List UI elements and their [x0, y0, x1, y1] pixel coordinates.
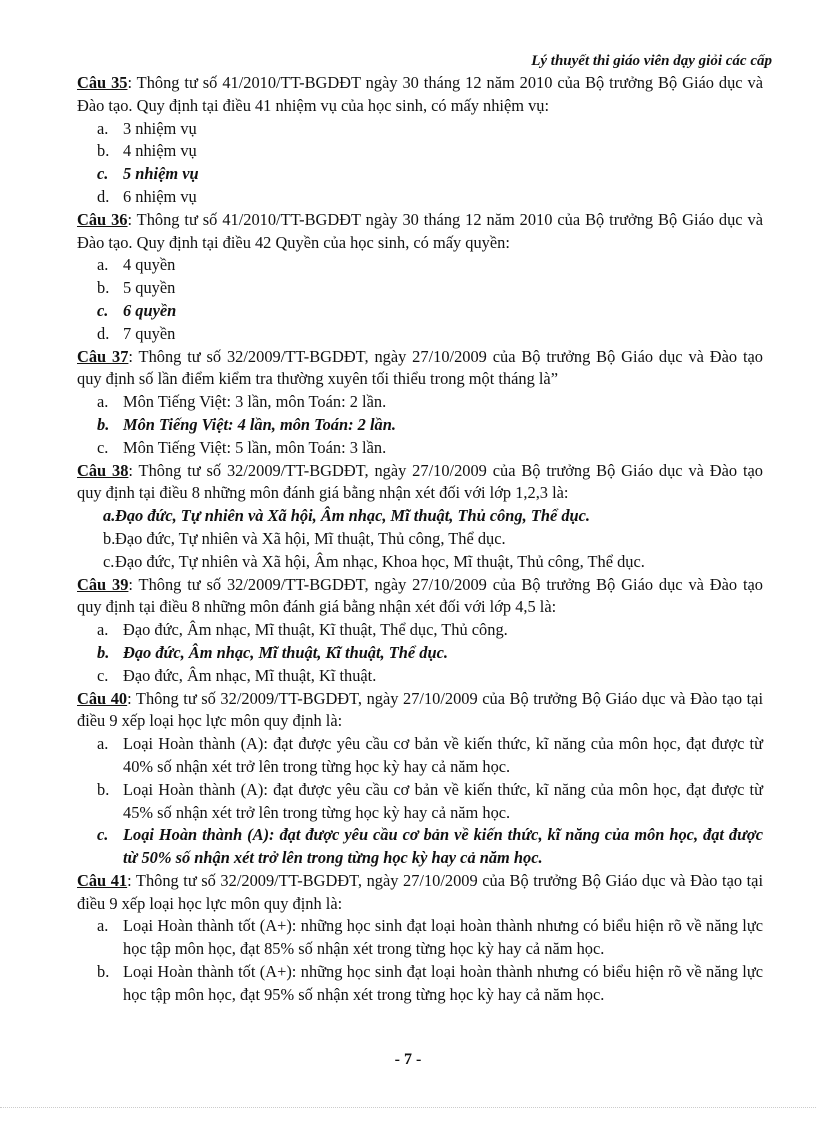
- question-block: [77, 870, 763, 1007]
- option-text: 7 quyền: [123, 323, 176, 343]
- page-bottom-divider: [0, 1107, 816, 1108]
- question-label: Câu 36: [77, 209, 128, 229]
- question-text: Câu 37: Thông tư số 32/2009/TT-BGDĐT, ngày 27/10/2009 của Bộ trưởng Bộ Giáo dục và Đào tạo quy định số lần điểm kiểm tra thường xuyên tối thiểu trong một tháng là”: [77, 346, 763, 389]
- answer-option: [77, 140, 763, 163]
- option-letter: d.: [97, 186, 110, 206]
- question-label: Câu 37: [77, 346, 129, 366]
- question-block: [77, 574, 763, 688]
- option-text: Đạo đức, Tự nhiên và Xã hội, Mĩ thuật, Thủ công, Thể dục.: [115, 528, 506, 548]
- option-letter: b.: [97, 278, 110, 298]
- option-text: Loại Hoàn thành (A): đạt được yêu cầu cơ bản về kiến thức, kĩ năng của môn học, đạt được từ 50% số nhận xét trở lên trong từng học kỳ hay cả năm học.: [123, 825, 763, 868]
- option-text: Loại Hoàn thành tốt (A+): những học sinh đạt loại hoàn thành nhưng có biểu hiện rõ về năng lực học tập môn học, đạt 85% số nhận xét trong từng học kỳ hay cả năm học.: [123, 916, 763, 959]
- option-text: Đạo đức, Âm nhạc, Mĩ thuật, Kĩ thuật, Thể dục, Thủ công.: [123, 620, 508, 640]
- question-text: Câu 36: Thông tư số 41/2010/TT-BGDĐT ngày 30 tháng 12 năm 2010 của Bộ trưởng Bộ Giáo dục và Đào tạo. Quy định tại điều 42 Quyền của học sinh, có mấy quyền:: [77, 209, 763, 252]
- page-content: [77, 72, 763, 1007]
- answer-options: [77, 915, 763, 1006]
- answer-option: [77, 733, 763, 779]
- question-text: Câu 41: Thông tư số 32/2009/TT-BGDĐT, ngày 27/10/2009 của Bộ trưởng Bộ Giáo dục và Đào tạo tại điều 9 xếp loại học lực môn quy định là:: [77, 870, 763, 913]
- option-letter: b.: [97, 141, 110, 161]
- option-letter: c.: [103, 551, 115, 571]
- option-letter: a.: [97, 734, 109, 754]
- option-text: 4 nhiệm vụ: [123, 141, 197, 161]
- question-block: [77, 209, 763, 346]
- answer-option: [77, 323, 763, 346]
- option-text: Loại Hoàn thành (A): đạt được yêu cầu cơ bản về kiến thức, kĩ năng của môn học, đạt được từ 40% số nhận xét trở lên trong từng học kỳ hay cả năm học.: [123, 734, 763, 776]
- option-text: Đạo đức, Âm nhạc, Mĩ thuật, Kĩ thuật, Thể dục.: [123, 642, 448, 662]
- question-label: Câu 41: [77, 870, 128, 890]
- answer-options: [77, 254, 763, 345]
- option-text: Đạo đức, Tự nhiên và Xã hội, Âm nhạc, Khoa học, Mĩ thuật, Thủ công, Thể dục.: [115, 551, 645, 571]
- option-letter: b.: [97, 414, 110, 434]
- answer-option-correct: [77, 505, 763, 528]
- option-letter: d.: [97, 323, 110, 343]
- answer-option: [77, 437, 763, 460]
- option-letter: b.: [97, 779, 110, 799]
- option-letter: b.: [97, 642, 110, 662]
- answer-option: [77, 961, 763, 1007]
- answer-option: [77, 619, 763, 642]
- option-text: 5 quyền: [123, 278, 176, 298]
- option-text: Môn Tiếng Việt: 4 lần, môn Toán: 2 lần.: [123, 414, 396, 434]
- answer-options: [77, 505, 763, 573]
- answer-option: [77, 528, 763, 551]
- answer-option: [77, 551, 763, 574]
- answer-option-correct: [77, 642, 763, 665]
- answer-option: [77, 779, 763, 825]
- question-text: Câu 40: Thông tư số 32/2009/TT-BGDĐT, ngày 27/10/2009 của Bộ trưởng Bộ Giáo dục và Đào tạo tại điều 9 xếp loại học lực môn quy định là:: [77, 688, 763, 731]
- option-text: 3 nhiệm vụ: [123, 118, 197, 138]
- answer-option: [77, 186, 763, 209]
- question-label: Câu 40: [77, 688, 128, 708]
- answer-options: [77, 391, 763, 459]
- option-letter: a.: [103, 506, 116, 526]
- option-text: Loại Hoàn thành (A): đạt được yêu cầu cơ bản về kiến thức, kĩ năng của môn học, đạt được từ 45% số nhận xét trở lên trong từng học kỳ hay cả năm học.: [123, 779, 763, 822]
- option-text: Đạo đức, Âm nhạc, Mĩ thuật, Kĩ thuật.: [123, 665, 377, 685]
- option-letter: a.: [97, 916, 109, 936]
- page-number: - 7 -: [394, 1051, 422, 1068]
- option-letter: c.: [97, 164, 109, 184]
- answer-option-correct: [77, 824, 763, 870]
- answer-option-correct: [77, 300, 763, 323]
- answer-option: [77, 254, 763, 277]
- question-label: Câu 35: [77, 73, 128, 92]
- question-text: Câu 39: Thông tư số 32/2009/TT-BGDĐT, ngày 27/10/2009 của Bộ trưởng Bộ Giáo dục và Đào tạo quy định tại điều 8 những môn đánh giá bằng nhận xét đối với lớp 4,5 là:: [77, 574, 763, 617]
- option-letter: b.: [97, 962, 110, 982]
- option-text: Môn Tiếng Việt: 5 lần, môn Toán: 3 lần.: [123, 437, 387, 457]
- option-letter: c.: [97, 825, 109, 845]
- question-block: [77, 346, 763, 460]
- question-block: [77, 460, 763, 574]
- option-text: Đạo đức, Tự nhiên và Xã hội, Âm nhạc, Mĩ thuật, Thủ công, Thể dục.: [115, 506, 591, 526]
- option-letter: a.: [97, 255, 109, 275]
- question-text: Câu 35: Thông tư số 41/2010/TT-BGDĐT ngày 30 tháng 12 năm 2010 của Bộ trưởng Bộ Giáo dục và Đào tạo. Quy định tại điều 41 nhiệm vụ của học sinh, có mấy nhiệm vụ:: [77, 73, 763, 115]
- option-letter: c.: [97, 300, 109, 320]
- option-letter: a.: [97, 118, 109, 138]
- option-text: 6 quyền: [123, 300, 177, 320]
- option-letter: c.: [97, 665, 109, 685]
- option-text: 6 nhiệm vụ: [123, 186, 197, 206]
- question-label: Câu 38: [77, 460, 129, 480]
- option-text: 4 quyền: [123, 255, 176, 275]
- option-letter: a.: [97, 620, 109, 640]
- question-text: Câu 38: Thông tư số 32/2009/TT-BGDĐT, ngày 27/10/2009 của Bộ trưởng Bộ Giáo dục và Đào tạo quy định tại điều 8 những môn đánh giá bằng nhận xét đối với lớp 1,2,3 là:: [77, 460, 763, 503]
- answer-option: [77, 391, 763, 414]
- answer-option: [77, 915, 763, 961]
- answer-option: [77, 665, 763, 688]
- running-header: Lý thuyết thi giáo viên dạy giỏi các cấp: [531, 53, 772, 69]
- answer-options: [77, 619, 763, 687]
- option-letter: b.: [103, 528, 116, 548]
- option-text: Loại Hoàn thành tốt (A+): những học sinh đạt loại hoàn thành nhưng có biểu hiện rõ về năng lực học tập môn học, đạt 95% số nhận xét trong từng học kỳ hay cả năm học.: [123, 962, 763, 1004]
- answer-option-correct: [77, 414, 763, 437]
- answer-option-correct: [77, 163, 763, 186]
- answer-option: [77, 118, 763, 141]
- question-block: [77, 72, 763, 209]
- answer-options: [77, 733, 763, 870]
- question-label: Câu 39: [77, 574, 129, 594]
- option-letter: a.: [97, 392, 109, 412]
- option-letter: c.: [97, 437, 109, 457]
- option-text: Môn Tiếng Việt: 3 lần, môn Toán: 2 lần.: [123, 392, 387, 412]
- answer-options: [77, 118, 763, 209]
- question-block: [77, 688, 763, 870]
- answer-option: [77, 277, 763, 300]
- option-text: 5 nhiệm vụ: [123, 164, 199, 184]
